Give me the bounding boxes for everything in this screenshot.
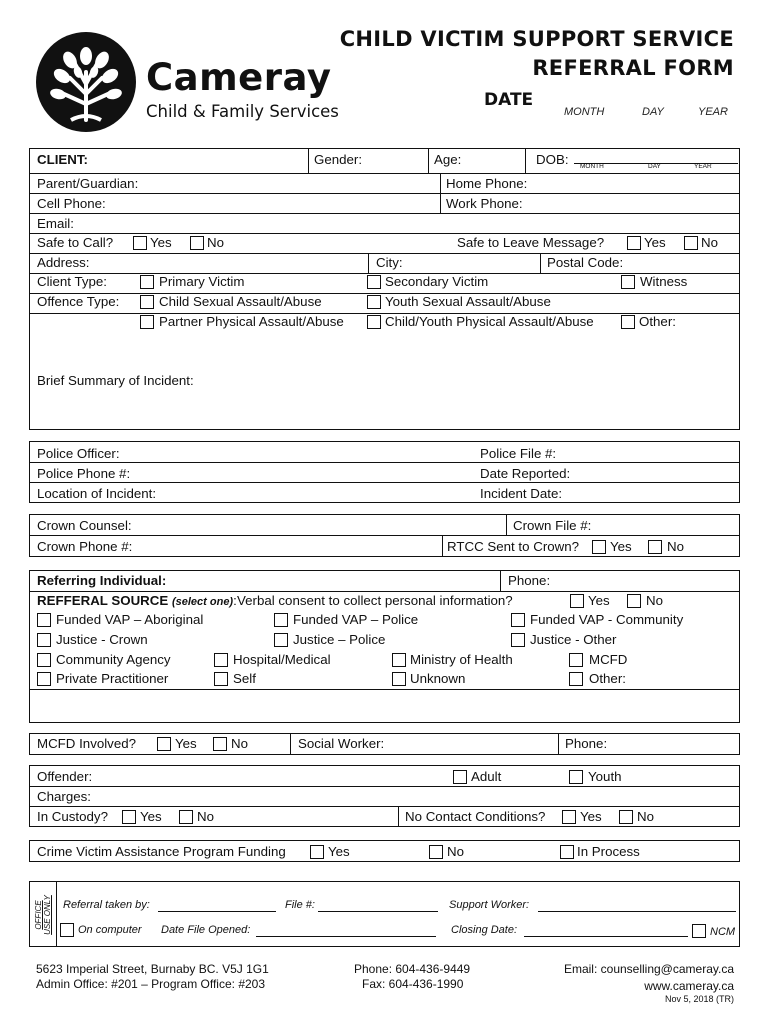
safe-msg-no-label: No xyxy=(701,235,718,250)
justice-other-checkbox[interactable] xyxy=(511,633,525,647)
parent-label: Parent/Guardian: xyxy=(37,176,139,191)
source-other-label: Other: xyxy=(589,671,626,686)
source-other-checkbox[interactable] xyxy=(569,672,583,686)
crown-counsel-label: Crown Counsel: xyxy=(37,518,132,533)
rtcc-no-label: No xyxy=(667,539,684,554)
ppa-checkbox[interactable] xyxy=(140,315,154,329)
consent-label: Verbal consent to collect personal information? xyxy=(237,593,513,608)
ministry-health-checkbox[interactable] xyxy=(392,653,406,667)
custody-yes-checkbox[interactable] xyxy=(122,810,136,824)
self-checkbox[interactable] xyxy=(214,672,228,686)
social-worker-label: Social Worker: xyxy=(298,736,385,751)
youth-checkbox[interactable] xyxy=(569,770,583,784)
safe-call-label: Safe to Call? xyxy=(37,235,114,250)
vap-community-label: Funded VAP - Community xyxy=(530,612,684,627)
secondary-victim-checkbox[interactable] xyxy=(367,275,381,289)
custody-label: In Custody? xyxy=(37,809,108,824)
ministry-health-label: Ministry of Health xyxy=(410,652,513,667)
referral-source-heading xyxy=(37,593,237,610)
consent-no-label: No xyxy=(646,593,663,608)
offence-type-label: Offence Type: xyxy=(37,294,120,309)
work-phone-label: Work Phone: xyxy=(446,196,523,211)
hospital-checkbox[interactable] xyxy=(214,653,228,667)
dob-label: DOB: xyxy=(536,152,569,167)
self-label: Self xyxy=(233,671,256,686)
home-phone-label: Home Phone: xyxy=(446,176,528,191)
rtcc-yes-checkbox[interactable] xyxy=(592,540,606,554)
private-practitioner-label: Private Practitioner xyxy=(56,671,169,686)
rtcc-no-checkbox[interactable] xyxy=(648,540,662,554)
address-label: Address: xyxy=(37,255,90,270)
date-day-hint: DAY xyxy=(642,106,664,118)
dob-month-hint: MONTH xyxy=(580,163,604,170)
city-label: City: xyxy=(376,255,403,270)
consent-no-checkbox[interactable] xyxy=(627,594,641,608)
ncm-checkbox[interactable] xyxy=(692,924,706,938)
office-file-line[interactable] xyxy=(318,911,438,912)
no-contact-no-checkbox[interactable] xyxy=(619,810,633,824)
primary-victim-checkbox[interactable] xyxy=(140,275,154,289)
vap-aboriginal-checkbox[interactable] xyxy=(37,613,51,627)
cameray-logo xyxy=(36,32,136,132)
adult-label: Adult xyxy=(471,769,502,784)
unknown-label: Unknown xyxy=(410,671,466,686)
offence-other-checkbox[interactable] xyxy=(621,315,635,329)
dob-day-hint: DAY xyxy=(648,163,661,170)
support-worker-line[interactable] xyxy=(538,911,736,912)
client-label: CLIENT: xyxy=(37,152,88,167)
office-side-line1: OFFICE xyxy=(34,900,43,930)
safe-msg-label: Safe to Leave Message? xyxy=(457,235,605,250)
community-agency-checkbox[interactable] xyxy=(37,653,51,667)
vap-community-checkbox[interactable] xyxy=(511,613,525,627)
vap-aboriginal-label: Funded VAP – Aboriginal xyxy=(56,612,204,627)
custody-no-label: No xyxy=(197,809,214,824)
witness-checkbox[interactable] xyxy=(621,275,635,289)
mcfd-no-checkbox[interactable] xyxy=(213,737,227,751)
police-officer-label: Police Officer: xyxy=(37,446,120,461)
youth-label: Youth xyxy=(588,769,622,784)
age-label: Age: xyxy=(434,152,462,167)
primary-victim-label: Primary Victim xyxy=(159,274,245,289)
date-year-hint: YEAR xyxy=(698,106,728,118)
office-use-side-label xyxy=(31,884,55,944)
consent-yes-checkbox[interactable] xyxy=(570,594,584,608)
footer-email[interactable]: Email: counselling@cameray.ca xyxy=(563,962,734,976)
charges-label: Charges: xyxy=(37,789,91,804)
form-title: CHILD VICTIM SUPPORT SERVICE xyxy=(339,27,734,51)
summary-label: Brief Summary of Incident: xyxy=(37,373,194,388)
no-contact-label: No Contact Conditions? xyxy=(405,809,546,824)
date-label: DATE xyxy=(484,90,534,110)
support-worker-label: Support Worker: xyxy=(449,899,530,911)
justice-crown-label: Justice - Crown xyxy=(56,632,148,647)
offence-other-label: Other: xyxy=(639,314,676,329)
csa-label: Child Sexual Assault/Abuse xyxy=(159,294,322,309)
police-phone-label: Police Phone #: xyxy=(37,466,131,481)
cvap-label: Crime Victim Assistance Program Funding xyxy=(37,844,286,859)
vap-police-label: Funded VAP – Police xyxy=(293,612,419,627)
brand-tagline: Child & Family Services xyxy=(146,102,339,121)
postal-label: Postal Code: xyxy=(547,255,624,270)
cvap-no-checkbox[interactable] xyxy=(429,845,443,859)
community-agency-label: Community Agency xyxy=(56,652,171,667)
rtcc-yes-label: Yes xyxy=(610,539,632,554)
ysa-label: Youth Sexual Assault/Abuse xyxy=(385,294,551,309)
crown-phone-label: Crown Phone #: xyxy=(37,539,133,554)
crown-section xyxy=(29,514,740,557)
footer-offices: Admin Office: #201 – Program Office: #203 xyxy=(36,977,266,991)
select-one-hint: (select one) xyxy=(171,596,234,608)
date-month-hint: MONTH xyxy=(564,106,605,118)
mcfd-yes-label: Yes xyxy=(175,736,197,751)
revision-date: Nov 5, 2018 (TR) xyxy=(664,994,734,1004)
cypa-checkbox[interactable] xyxy=(367,315,381,329)
mcfd-involved-label: MCFD Involved? xyxy=(37,736,137,751)
justice-other-label: Justice - Other xyxy=(530,632,617,647)
crown-file-label: Crown File #: xyxy=(513,518,592,533)
safe-call-yes-label: Yes xyxy=(150,235,172,250)
referral-taken-label: Referral taken by: xyxy=(63,899,150,911)
closing-date-line[interactable] xyxy=(524,936,688,937)
justice-police-label: Justice – Police xyxy=(293,632,386,647)
cypa-label: Child/Youth Physical Assault/Abuse xyxy=(385,314,594,329)
secondary-victim-label: Secondary Victim xyxy=(385,274,489,289)
mcfd-no-label: No xyxy=(231,736,248,751)
cell-phone-label: Cell Phone: xyxy=(37,196,106,211)
date-reported-label: Date Reported: xyxy=(480,466,571,481)
justice-crown-checkbox[interactable] xyxy=(37,633,51,647)
brand-name: Cameray xyxy=(146,56,332,99)
email-label: Email: xyxy=(37,216,74,231)
incident-date-label: Incident Date: xyxy=(480,486,563,501)
safe-call-yes-checkbox[interactable] xyxy=(133,236,147,250)
footer-website[interactable]: www.cameray.ca xyxy=(644,979,734,993)
mcfd-phone-label: Phone: xyxy=(565,736,608,751)
safe-msg-yes-label: Yes xyxy=(644,235,666,250)
cvap-yes-label: Yes xyxy=(328,844,350,859)
vap-police-checkbox[interactable] xyxy=(274,613,288,627)
footer-phone: Phone: 604-436-9449 xyxy=(354,962,471,976)
rtcc-label: RTCC Sent to Crown? xyxy=(447,539,580,554)
location-label: Location of Incident: xyxy=(37,486,157,501)
ncm-label: NCM xyxy=(710,926,736,938)
ppa-label: Partner Physical Assault/Abuse xyxy=(159,314,344,329)
witness-label: Witness xyxy=(640,274,688,289)
cvap-yes-checkbox[interactable] xyxy=(310,845,324,859)
safe-msg-no-checkbox[interactable] xyxy=(684,236,698,250)
cvap-in-process-label: In Process xyxy=(577,844,640,859)
referral-source-colon: : xyxy=(233,593,237,608)
office-side-line2: USE ONLY xyxy=(43,895,52,935)
tree-icon xyxy=(36,32,136,132)
on-computer-checkbox[interactable] xyxy=(60,923,74,937)
police-file-label: Police File #: xyxy=(480,446,557,461)
on-computer-label: On computer xyxy=(78,924,142,936)
footer-address: 5623 Imperial Street, Burnaby BC. V5J 1G1 xyxy=(36,962,269,976)
mcfd-source-label: MCFD xyxy=(589,652,628,667)
referral-source-label: REFFERAL SOURCE xyxy=(37,593,169,608)
cvap-in-process-checkbox[interactable] xyxy=(560,845,574,859)
closing-date-label: Closing Date: xyxy=(451,924,518,936)
unknown-checkbox[interactable] xyxy=(392,672,406,686)
safe-call-no-label: No xyxy=(207,235,224,250)
gender-label: Gender: xyxy=(314,152,363,167)
no-contact-yes-label: Yes xyxy=(580,809,602,824)
ysa-checkbox[interactable] xyxy=(367,295,381,309)
mcfd-source-checkbox[interactable] xyxy=(569,653,583,667)
client-type-label: Client Type: xyxy=(37,274,107,289)
custody-no-checkbox[interactable] xyxy=(179,810,193,824)
consent-yes-label: Yes xyxy=(588,593,610,608)
no-contact-no-label: No xyxy=(637,809,654,824)
cvap-no-label: No xyxy=(447,844,464,859)
office-file-label: File #: xyxy=(285,899,315,911)
mcfd-yes-checkbox[interactable] xyxy=(157,737,171,751)
dob-year-hint: YEAR xyxy=(694,163,712,170)
form-subtitle: REFERRAL FORM xyxy=(532,56,734,80)
private-practitioner-checkbox[interactable] xyxy=(37,672,51,686)
hospital-label: Hospital/Medical xyxy=(233,652,331,667)
safe-call-no-checkbox[interactable] xyxy=(190,236,204,250)
referral-taken-line[interactable] xyxy=(158,911,276,912)
referring-individual-label: Referring Individual: xyxy=(37,573,167,588)
safe-msg-yes-checkbox[interactable] xyxy=(627,236,641,250)
date-opened-label: Date File Opened: xyxy=(161,924,251,936)
offender-label: Offender: xyxy=(37,769,93,784)
footer-fax: Fax: 604-436-1990 xyxy=(362,977,464,991)
justice-police-checkbox[interactable] xyxy=(274,633,288,647)
csa-checkbox[interactable] xyxy=(140,295,154,309)
no-contact-yes-checkbox[interactable] xyxy=(562,810,576,824)
adult-checkbox[interactable] xyxy=(453,770,467,784)
custody-yes-label: Yes xyxy=(140,809,162,824)
referring-phone-label: Phone: xyxy=(508,573,551,588)
date-opened-line[interactable] xyxy=(256,936,436,937)
